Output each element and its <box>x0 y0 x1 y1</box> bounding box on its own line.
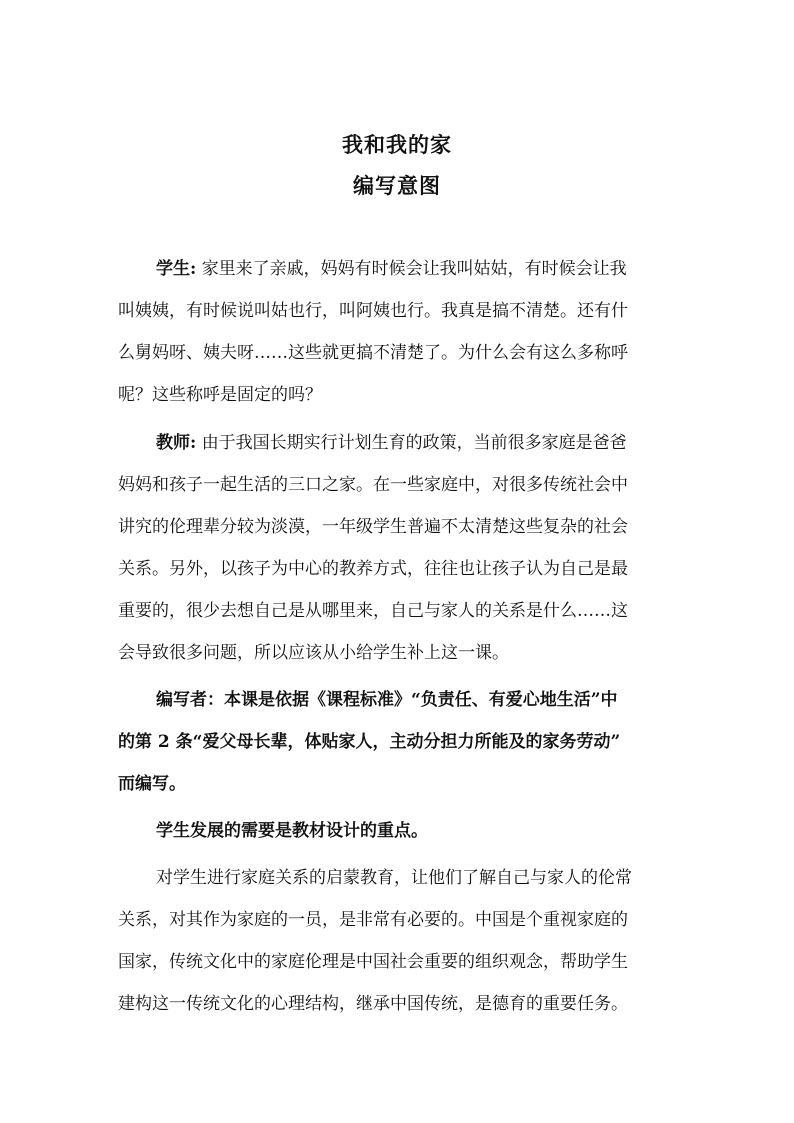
editor-paragraph-line: 而编写。 <box>118 774 186 794</box>
closing-paragraph-line: 关系，对其作为家庭的一员，是非常有必要的。中国是个重视家庭的 <box>118 910 628 930</box>
editor-paragraph-line: 编写者：本课是依据《课程标准》“负责任、有爱心地生活”中 <box>156 690 618 710</box>
teacher-paragraph-line: 重要的，很少去想自己是从哪里来，自己与家人的关系是什么……这 <box>118 601 628 621</box>
closing-paragraph-line: 建构这一传统文化的心理结构，继承中国传统，是德育的重要任务。 <box>118 994 628 1014</box>
student-paragraph-line: 么舅妈呀、姨夫呀……这些就更搞不清楚了。为什么会有这么多称呼 <box>118 343 628 363</box>
teacher-paragraph-line: 妈妈和孩子一起生活的三口之家。在一些家庭中，对很多传统社会中 <box>118 475 628 495</box>
student-paragraph-line <box>156 254 688 284</box>
closing-paragraph-line: 对学生进行家庭关系的启蒙教育，让他们了解自己与家人的伦常 <box>156 868 632 888</box>
teacher-paragraph-line: 会导致很多问题，所以应该从小给学生补上这一课。 <box>118 643 509 663</box>
editor-paragraph-line: 的第 2 条“爱父母长辈，体贴家人，主动分担力所能及的家务劳动” <box>118 732 621 752</box>
student-label: 学生: <box>156 259 197 279</box>
teacher-paragraph-line: 讲究的伦理辈分较为淡漠，一年级学生普遍不太清楚这些复杂的社会 <box>118 517 628 537</box>
teacher-paragraph-line: 关系。另外，以孩子为中心的教养方式，往往也让孩子认为自己是最 <box>118 559 628 579</box>
document-title: 我和我的家 <box>342 132 452 157</box>
teacher-paragraph-line <box>156 428 688 458</box>
teacher-text: 由于我国长期实行计划生育的政策，当前很多家庭是爸爸 <box>201 433 627 453</box>
closing-paragraph-line: 国家，传统文化中的家庭伦理是中国社会重要的组织观念，帮助学生 <box>118 952 628 972</box>
teacher-label: 教师: <box>156 433 197 453</box>
document-subtitle: 编写意图 <box>353 173 441 198</box>
student-paragraph-line: 呢？这些称呼是固定的吗？ <box>118 385 322 405</box>
student-text: 家里来了亲戚，妈妈有时候会让我叫姑姑，有时候会让我 <box>201 259 627 279</box>
emphasis-line: 学生发展的需要是教材设计的重点。 <box>156 821 428 841</box>
student-paragraph-line: 叫姨姨，有时候说叫姑也行，叫阿姨也行。我真是搞不清楚。还有什 <box>118 301 628 321</box>
